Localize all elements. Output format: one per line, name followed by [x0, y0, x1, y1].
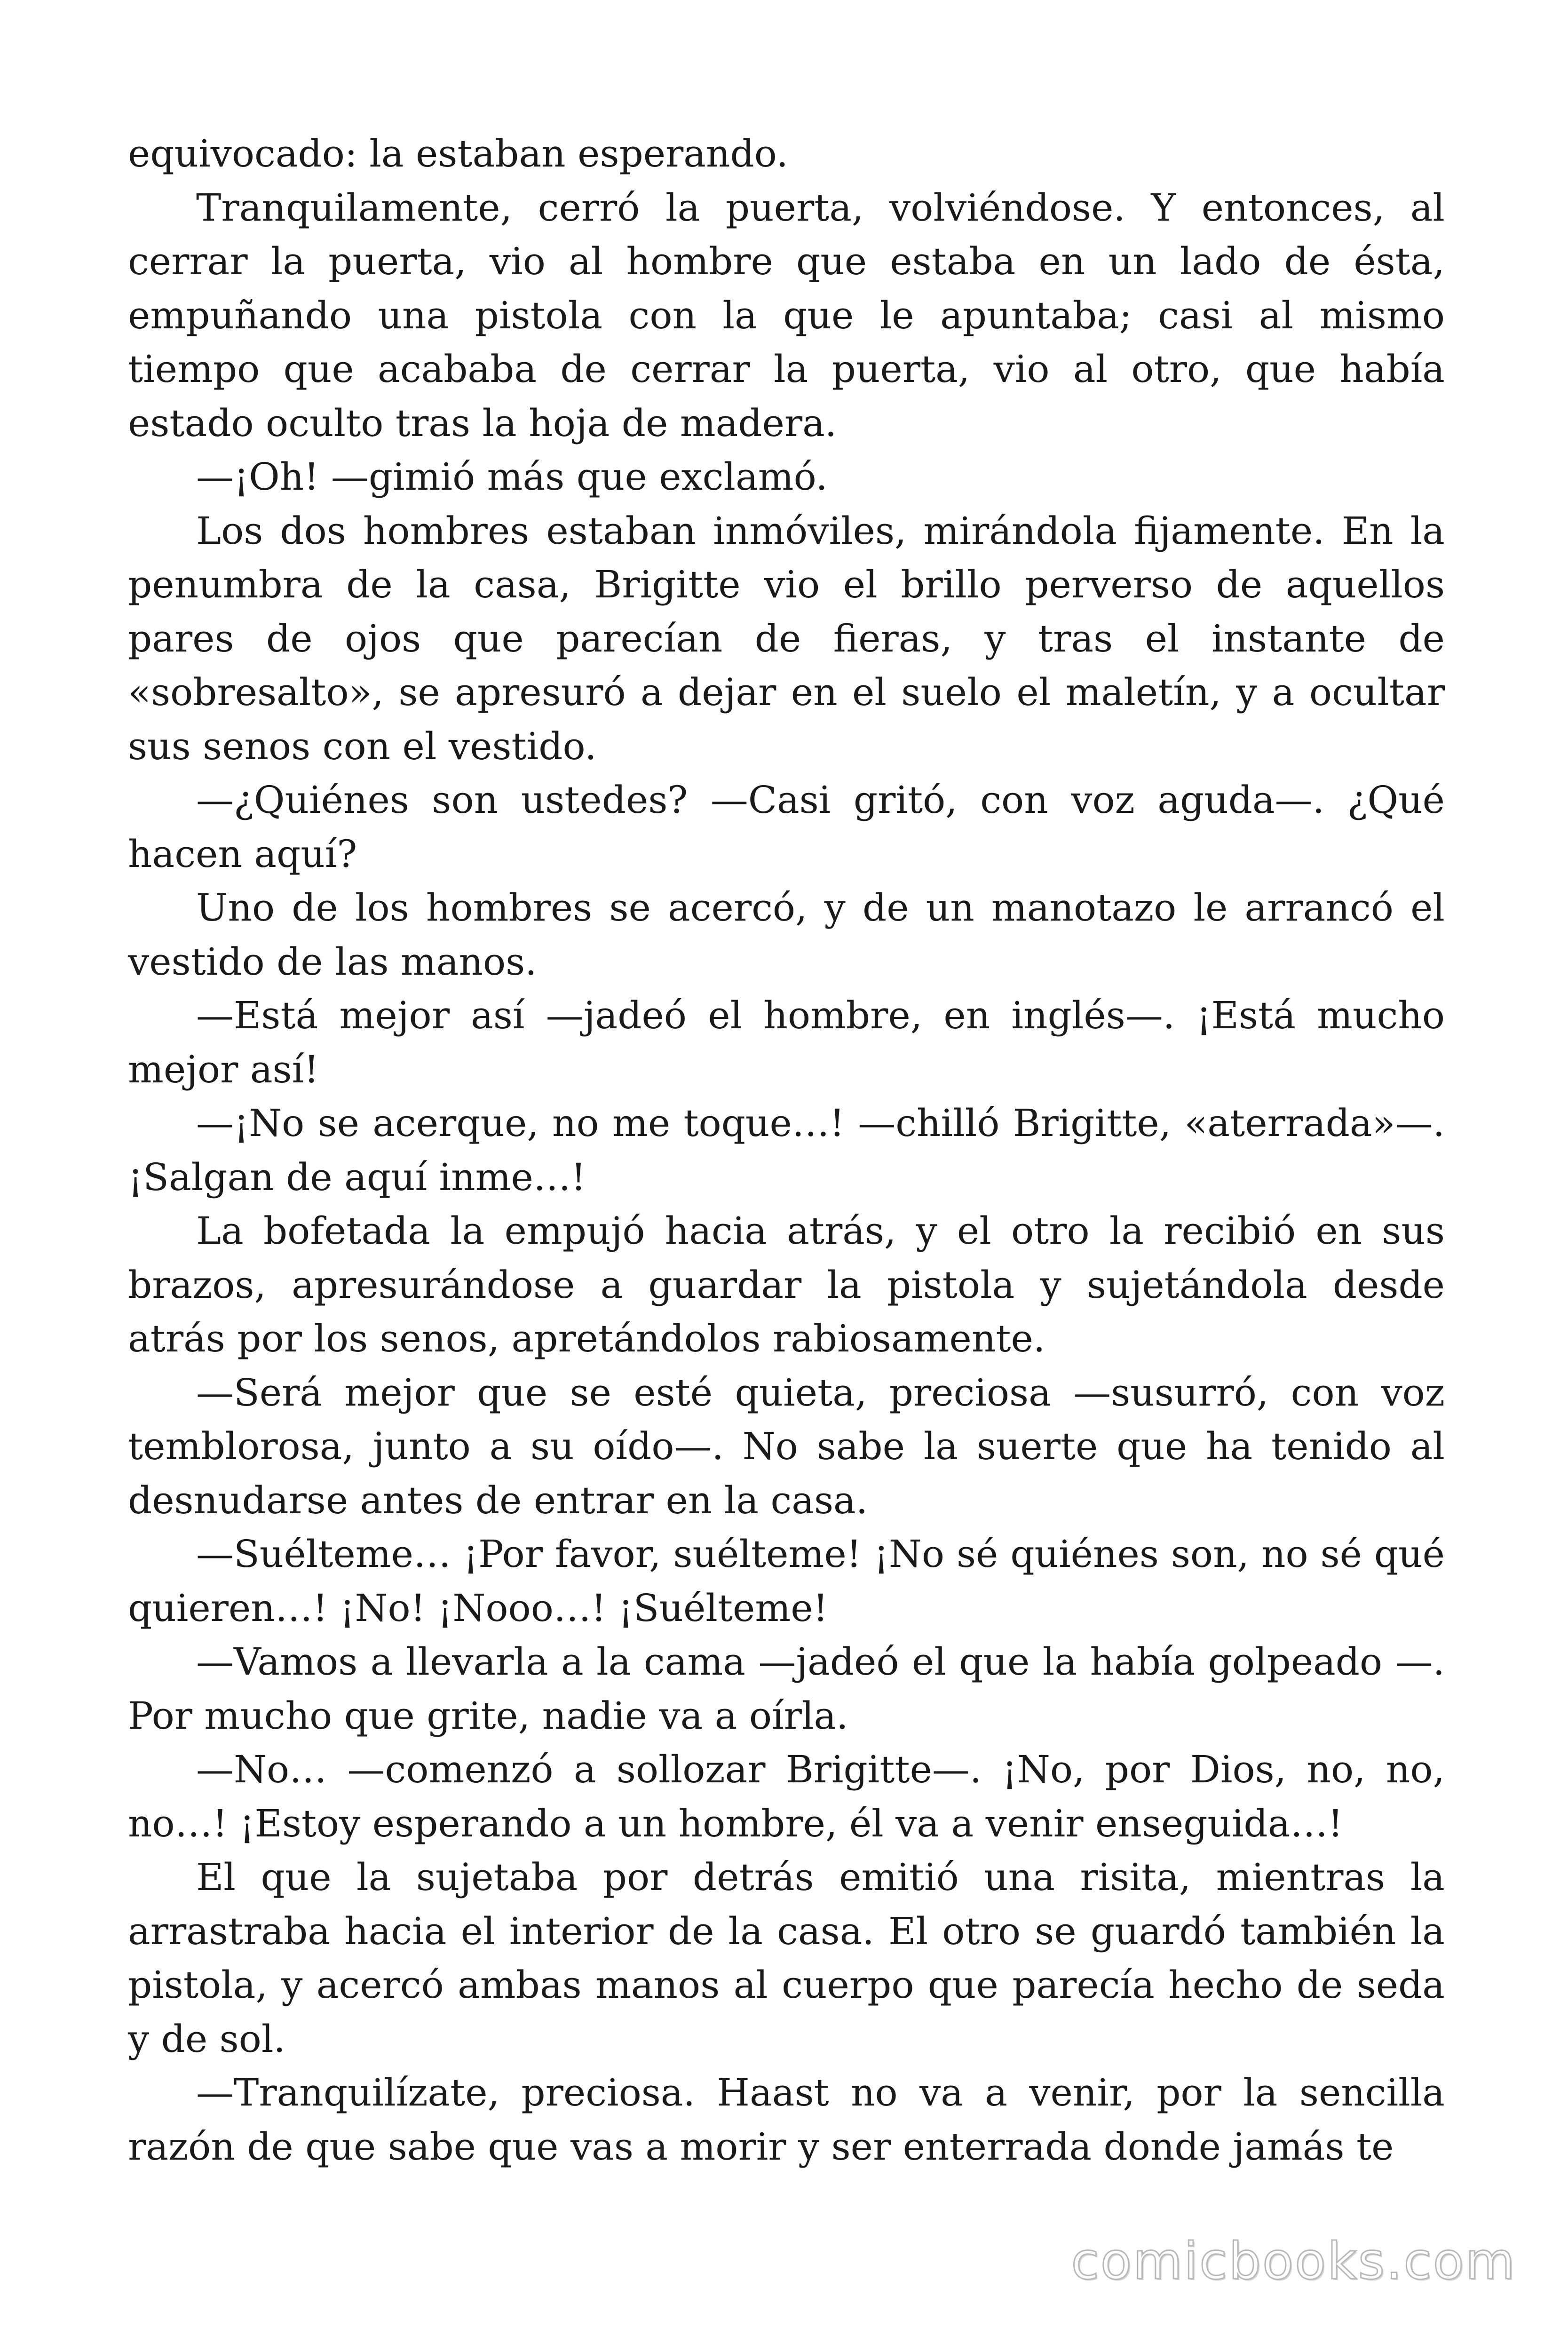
paragraph-6: Uno de los hombres se acercó, y de un manotazo le arrancó el vestido de las manos.: [128, 886, 1445, 984]
paragraph-4: Los dos hombres estaban inmóviles, mirándola fijamente. En la penumbra de la casa, Brigitte vio el brillo perverso de aquellos pares de ojos que parecían de fieras, y tras el instante de «sobresalto», se apresuró a dejar en el suelo el maletín, y a ocultar sus senos con el vestido.: [128, 509, 1445, 768]
watermark-logo: comicbooks.com: [1071, 2232, 1516, 2291]
paragraph-1: equivocado: la estaban esperando.: [128, 132, 788, 175]
paragraph-10: —Será mejor que se esté quieta, preciosa —susurró, con voz temblorosa, junto a su oído—. No sabe la suerte que ha tenido al desnudarse antes de entrar en la casa.: [128, 1370, 1445, 1522]
paragraph-11: —Suélteme… ¡Por favor, suélteme! ¡No sé quiénes son, no sé qué quieren…! ¡No! ¡Nooo…! ¡Suélteme!: [128, 1532, 1445, 1630]
paragraph-5: —¿Quiénes son ustedes? —Casi gritó, con voz aguda—. ¿Qué hacen aquí?: [128, 778, 1445, 876]
paragraph-3: —¡Oh! —gimió más que exclamó.: [196, 455, 828, 499]
paragraph-7: —Está mejor así —jadeó el hombre, en inglés—. ¡Está mucho mejor así!: [128, 993, 1445, 1091]
paragraph-15: —Tranquilízate, preciosa. Haast no va a venir, por la sencilla razón de que sabe que vas a morir y ser enterrada donde jamás te: [128, 2071, 1445, 2169]
paragraph-9: La bofetada la empujó hacia atrás, y el otro la recibió en sus brazos, apresurándose a guardar la pistola y sujetándola desde atrás por los senos, apretándolos rabiosamente.: [128, 1209, 1445, 1360]
paragraph-13: —No… —comenzó a sollozar Brigitte—. ¡No, por Dios, no, no, no…! ¡Estoy esperando a un hombre, él va a venir enseguida…!: [128, 1748, 1445, 1845]
book-page-text: [128, 127, 1445, 2174]
paragraph-12: —Vamos a llevarla a la cama —jadeó el que la había golpeado —. Por mucho que grite, nadie va a oírla.: [128, 1640, 1445, 1738]
paragraph-2: Tranquilamente, cerró la puerta, volviéndose. Y entonces, al cerrar la puerta, vio al hombre que estaba en un lado de ésta, empuñando una pistola con la que le apuntaba; casi al mismo tiempo que acababa de cerrar la puerta, vio al otro, que había estado oculto tras la hoja de madera.: [128, 185, 1445, 445]
paragraph-14: El que la sujetaba por detrás emitió una risita, mientras la arrastraba hacia el interior de la casa. El otro se guardó también la pistola, y acercó ambas manos al cuerpo que parecía hecho de seda y de sol.: [128, 1855, 1445, 2061]
paragraph-8: —¡No se acerque, no me toque…! —chilló Brigitte, «aterrada»—. ¡Salgan de aquí inme…!: [128, 1101, 1445, 1199]
